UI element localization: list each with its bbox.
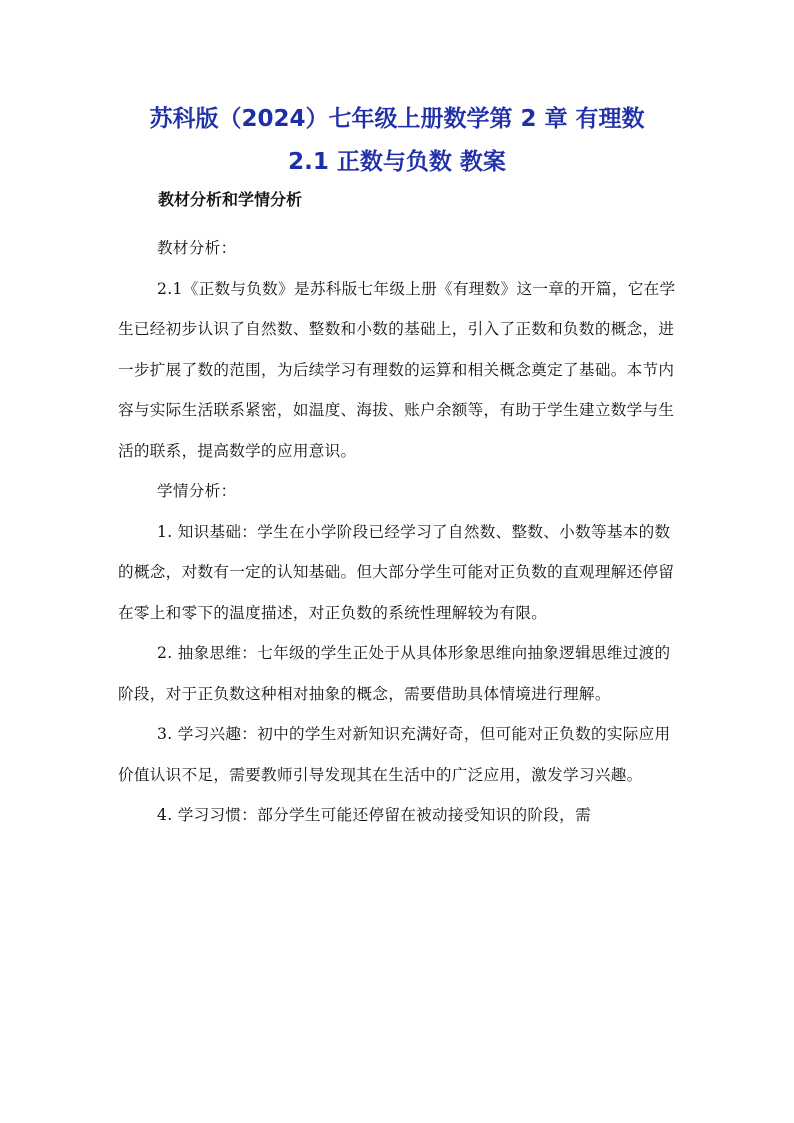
document-subtitle: 2.1 正数与负数 教案 bbox=[288, 149, 506, 175]
paragraph-knowledge-base: 1. 知识基础：学生在小学阶段已经学习了自然数、整数、小数等基本的数的概念，对数有一定的认知基础。但大部分学生可能对正负数的直观理解还停留在零上和零下的温度描述，对正负数的系统性理解较为有限。 bbox=[118, 522, 675, 622]
paragraph-textbook-analysis: 2.1《正数与负数》是苏科版七年级上册《有理数》这一章的开篇，它在学生已经初步认识了自然数、整数和小数的基础上，引入了正数和负数的概念，进一步扩展了数的范围，为后续学习有理数的运算和相关概念奠定了基础。本节内容与实际生活联系紧密，如温度、海拔、账户余额等，有助于学生建立数学与生活的联系，提高数学的应用意识。 bbox=[118, 279, 676, 460]
section-heading: 教材分析和学情分析 bbox=[158, 190, 303, 209]
document-title: 苏科版（2024）七年级上册数学第 2 章 有理数 bbox=[149, 106, 645, 132]
paragraph-abstract-thinking: 2. 抽象思维：七年级的学生正处于从具体形象思维向抽象逻辑思维过渡的阶段，对于正负数这种相对抽象的概念，需要借助具体情境进行理解。 bbox=[118, 644, 671, 703]
body-text bbox=[118, 228, 678, 836]
paragraph-learning-interest: 3. 学习兴趣：初中的学生对新知识充满好奇，但可能对正负数的实际应用价值认识不足，需要教师引导发现其在生活中的广泛应用，激发学习兴趣。 bbox=[118, 725, 671, 784]
paragraph-student-analysis-label: 学情分析： bbox=[157, 482, 237, 500]
paragraph-learning-habits: 4. 学习习惯：部分学生可能还停留在被动接受知识的阶段，需 bbox=[157, 806, 591, 824]
paragraph-textbook-analysis-label: 教材分析： bbox=[157, 239, 237, 257]
